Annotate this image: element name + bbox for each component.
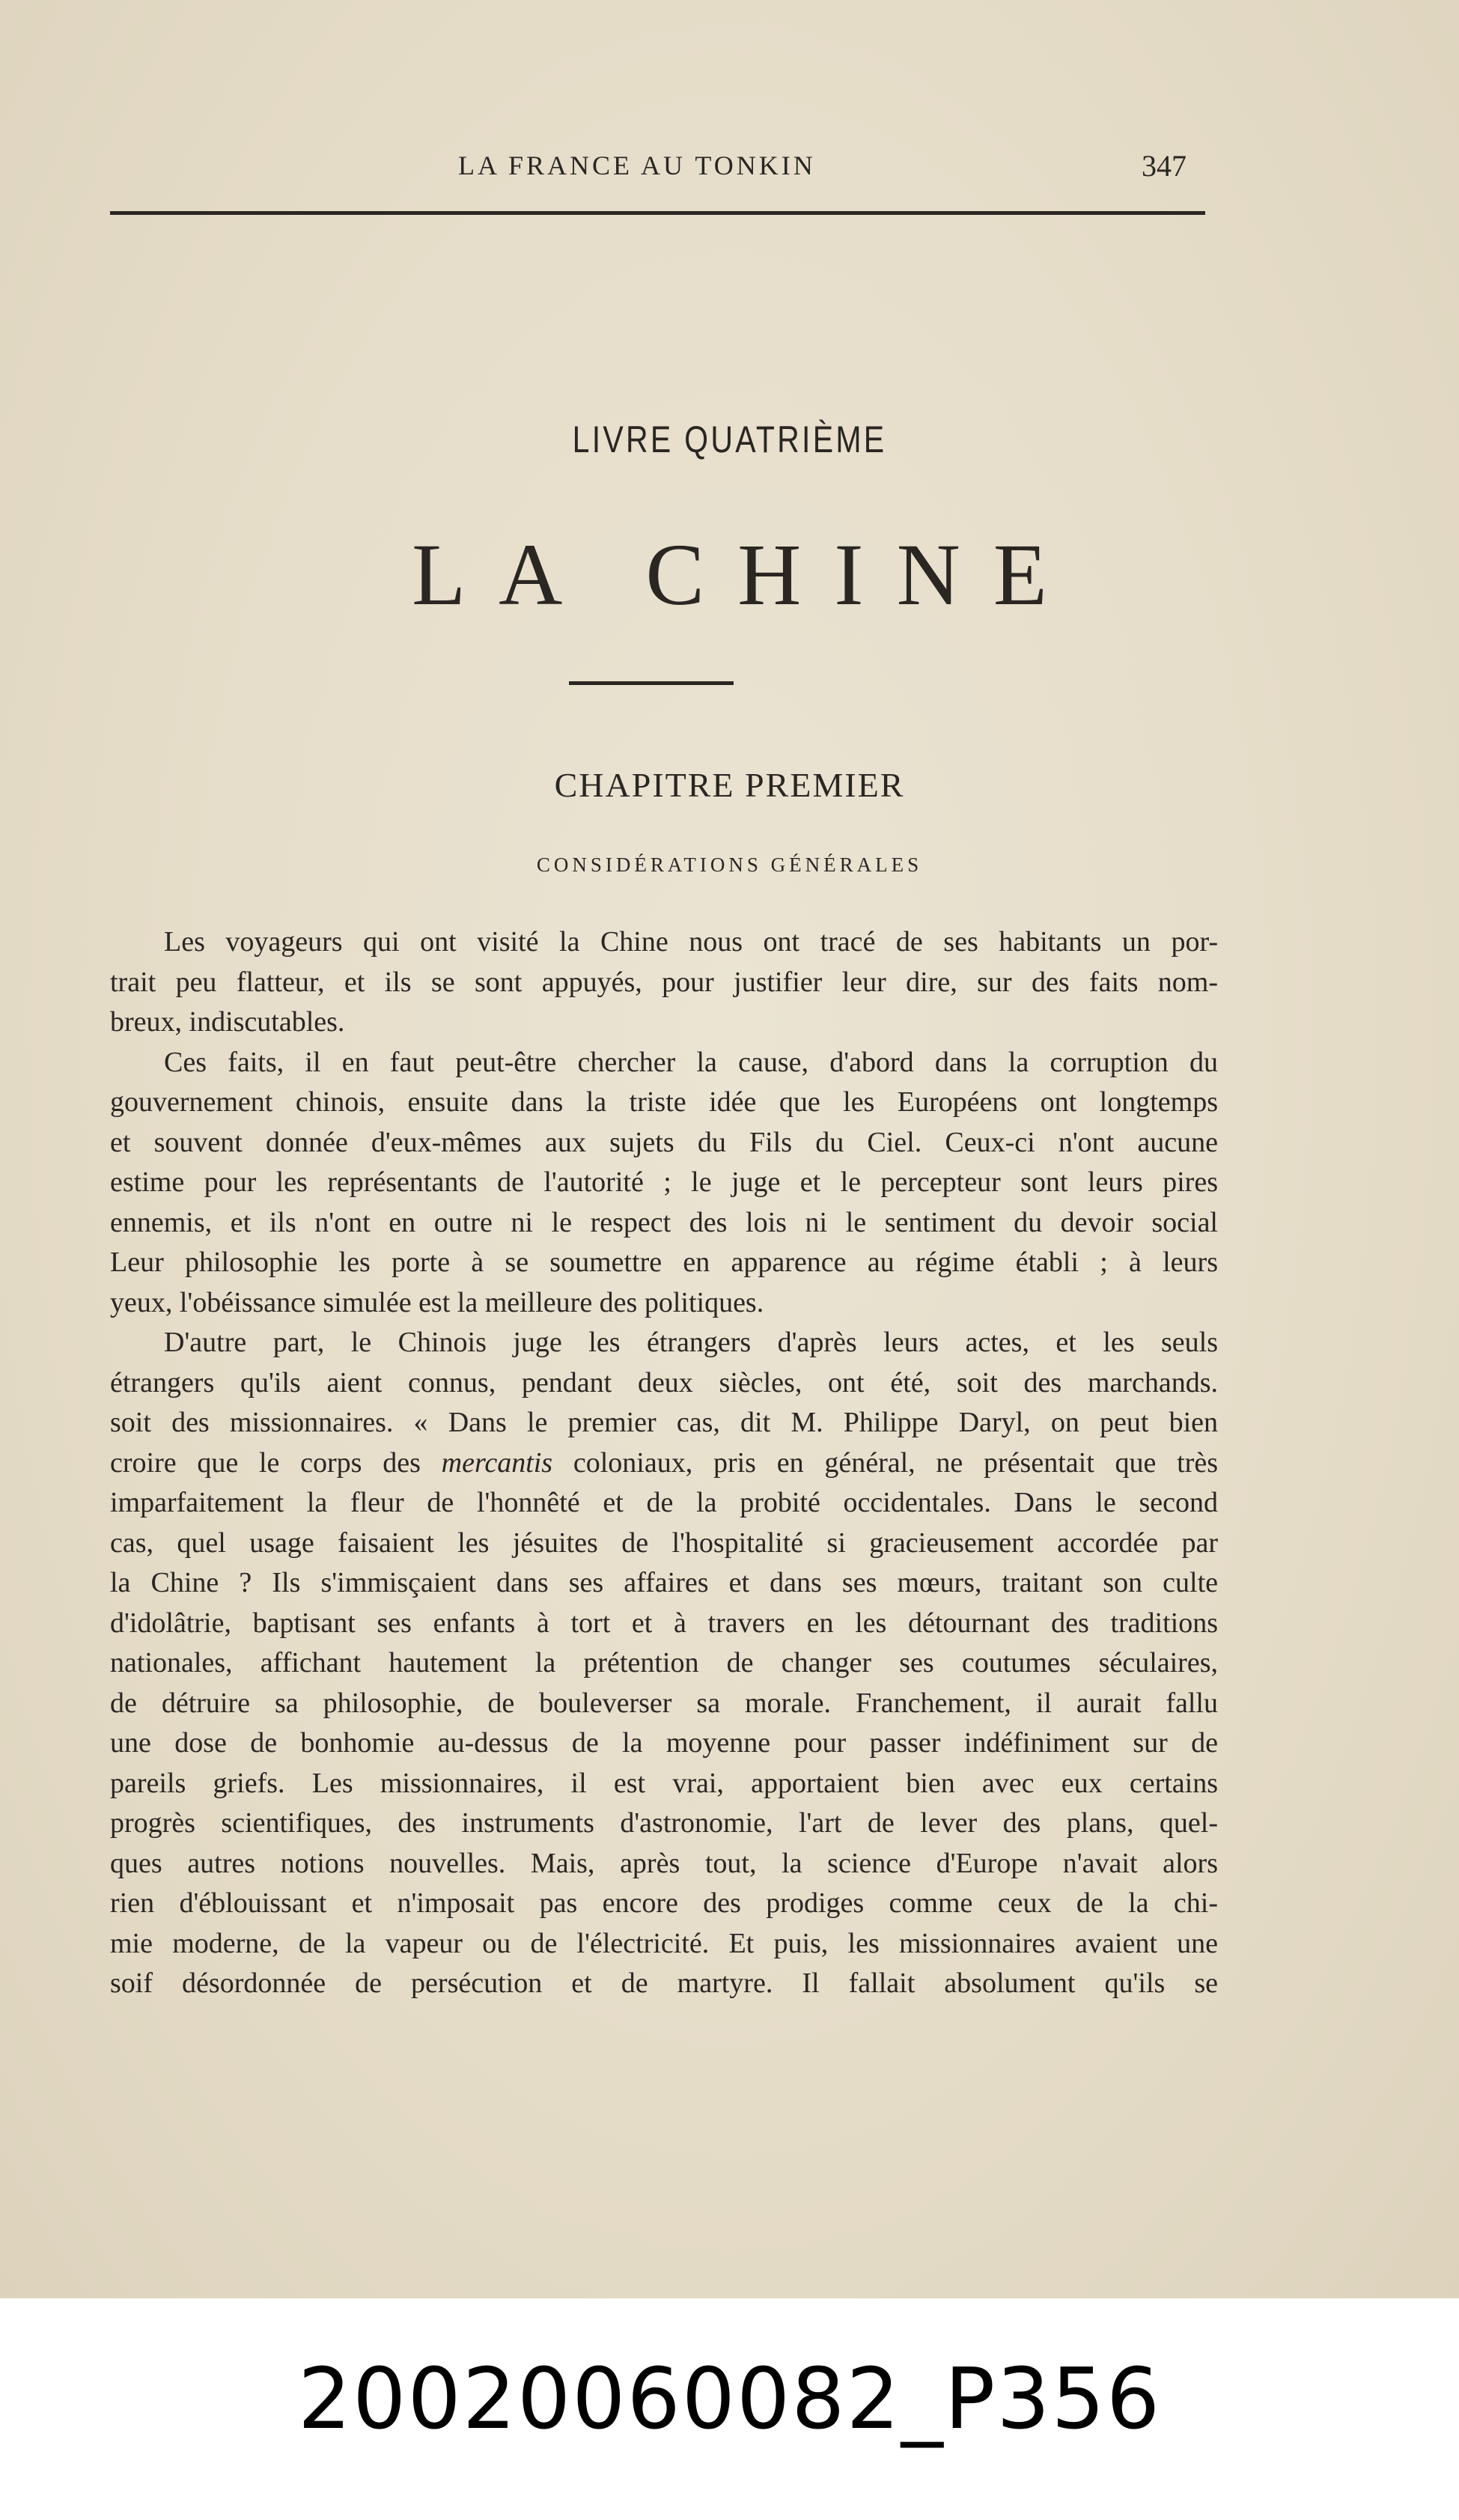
text-line: imparfaitement la fleur de l'honnêté et de la probité occidentales. Dans le second [110, 1487, 1218, 1518]
text-line: rien d'éblouissant et n'imposait pas encore des prodiges comme ceux de la chi- [110, 1887, 1218, 1919]
text-line: Leur philosophie les porte à se soumettre en apparence au régime établi ; à leurs [110, 1247, 1218, 1278]
body-text [110, 922, 1218, 2004]
title-divider [569, 681, 734, 685]
text-line: ques autres notions nouvelles. Mais, après tout, la science d'Europe n'avait alors [110, 1847, 1218, 1879]
running-title: LA FRANCE AU TONKIN [458, 150, 816, 180]
text-line: yeux, l'obéissance simulée est la meilleure des politiques. [110, 1286, 764, 1318]
part-title: LA CHINE [412, 526, 1080, 624]
text-line: nationales, affichant hautement la prétention de changer ses coutumes séculaires, [110, 1647, 1218, 1679]
text-line: D'autre part, le Chinois juge les étrangers d'après leurs actes, et les seuls [164, 1327, 1218, 1358]
text-line: et souvent donnée d'eux-mêmes aux sujets du Fils du Ciel. Ceux-ci n'ont aucune [110, 1126, 1218, 1158]
text-line: Ces faits, il en faut peut-être chercher la cause, d'abord dans la corruption du [164, 1046, 1218, 1078]
text-line: Les voyageurs qui ont visité la Chine nous ont tracé de ses habitants un por- [164, 926, 1218, 958]
text-line: d'idolâtrie, baptisant ses enfants à tort et à travers en les détournant des traditions [110, 1607, 1218, 1639]
chapter-heading: CHAPITRE PREMIER [554, 766, 905, 804]
italic-word: mercantis [441, 1446, 553, 1479]
text-line: cas, quel usage faisaient les jésuites de l'hospitalité si gracieusement accordée par [110, 1527, 1218, 1559]
text-line: de détruire sa philosophie, de bouleverser sa morale. Franchement, il aurait fallu [110, 1687, 1218, 1719]
text-line: étrangers qu'ils aient connus, pendant deux siècles, ont été, soit des marchands. [110, 1366, 1218, 1399]
header-rule [110, 211, 1205, 215]
chapter-subtitle: CONSIDÉRATIONS GÉNÉRALES [536, 853, 923, 876]
text-line: pareils griefs. Les missionnaires, il est vrai, apportaient bien avec eux certains [110, 1767, 1218, 1799]
text-line: ennemis, et ils n'ont en outre ni le respect des lois ni le sentiment du devoir social [110, 1206, 1218, 1238]
text-line: soif désordonnée de persécution et de martyre. Il fallait absolument qu'ils se [110, 1967, 1218, 1999]
text-line: une dose de bonhomie au-dessus de la moyenne pour passer indéfiniment sur de [110, 1727, 1218, 1759]
book-label: LIVRE QUATRIÈME [572, 419, 887, 460]
text-line: breux, indiscutables. [110, 1006, 345, 1038]
text-line: soit des missionnaires. « Dans le premier cas, dit M. Philippe Daryl, on peut bien [110, 1407, 1218, 1438]
scan-identifier: 20020060082_P356 [297, 2351, 1162, 2448]
text-line: estime pour les représentants de l'autorité ; le juge et le percepteur sont leurs pires [110, 1166, 1218, 1198]
page-number: 347 [1142, 149, 1187, 183]
text-line: la Chine ? Ils s'immisçaient dans ses affaires et dans ses mœurs, traitant son culte [110, 1567, 1218, 1598]
text-line: croire que le corps des mercantis coloniaux, pris en général, ne présentait que très [110, 1446, 1218, 1479]
text-line: progrès scientifiques, des instruments d'astronomie, l'art de lever des plans, quel- [110, 1807, 1218, 1839]
text-line: gouvernement chinois, ensuite dans la triste idée que les Européens ont longtemps [110, 1086, 1218, 1118]
text-line: mie moderne, de la vapeur ou de l'électricité. Et puis, les missionnaires avaient une [110, 1927, 1218, 1959]
text-line: trait peu flatteur, et ils se sont appuyés, pour justifier leur dire, sur des faits nom- [110, 966, 1218, 998]
